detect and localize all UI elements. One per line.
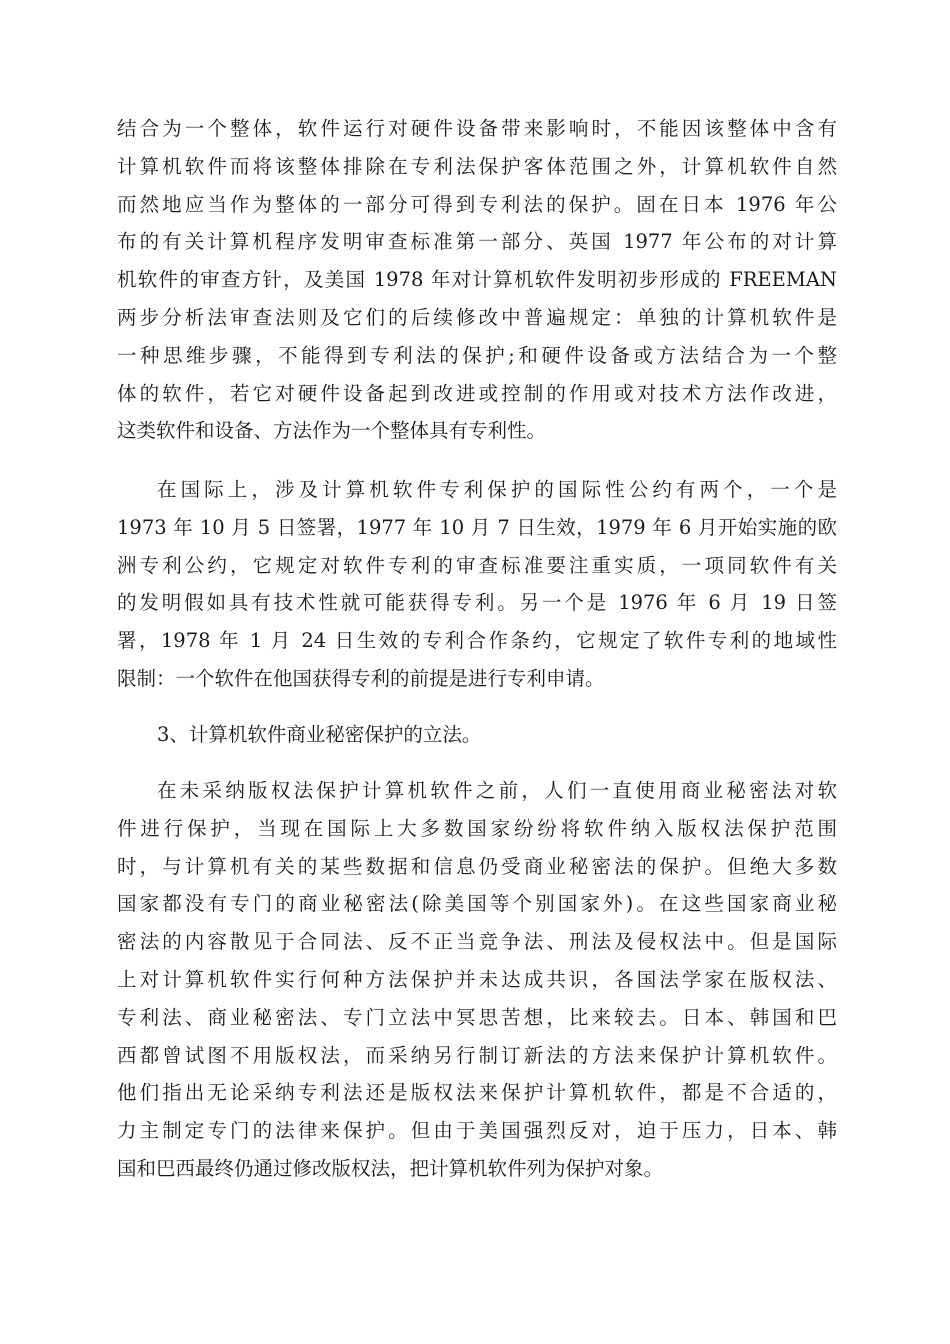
text-line: 国和巴西最终仍通过修改版权法，把计算机软件列为保护对象。 [117, 1156, 664, 1180]
text-line: 布的有关计算机程序发明审查标准第一部分、英国 1977 年公布的对计算 [117, 230, 837, 254]
text-line: 1973 年 10 月 5 日签署，1977 年 10 月 7 日生效，1979 年 6 月开始实施的欧 [117, 515, 837, 539]
text-line: 一种思维步骤，不能得到专利法的保护;和硬件设备或方法结合为一个整 [117, 343, 837, 367]
text-line: 这类软件和设备、方法作为一个整体具有专利性。 [117, 419, 547, 443]
text-line: 两步分析法审查法则及它们的后续修改中普遍规定：单独的计算机软件是 [117, 305, 837, 329]
text-line: 密法的内容散见于合同法、反不正当竞争法、刑法及侵权法中。但是国际 [117, 930, 837, 954]
section-heading [117, 716, 837, 754]
text-line: 西都曾试图不用版权法，而采纳另行制订新法的方法来保护计算机软件。 [117, 1043, 837, 1067]
paragraph-international-conventions [117, 471, 837, 698]
text-line: 结合为一个整体，软件运行对硬件设备带来影响时，不能因该整体中含有 [117, 117, 837, 140]
text-line: 体的软件，若它对硬件设备起到改进或控制的作用或对技术方法作改进， [117, 381, 837, 405]
text-line: 件进行保护，当现在国际上大多数国家纷纷将软件纳入版权法保护范围 [117, 816, 837, 840]
text-line: 力主制定专门的法律来保护。但由于美国强烈反对，迫于压力，日本、韩 [117, 1119, 837, 1143]
text-line: 上对计算机软件实行何种方法保护并未达成共识，各国法学家在版权法、 [117, 967, 837, 991]
text-line: 机软件的审查方针，及美国 1978 年对计算机软件发明初步形成的 FREEMAN [117, 268, 837, 292]
text-line: 计算机软件而将该整体排除在专利法保护客体范围之外，计算机软件自然 [117, 154, 837, 178]
paragraph-trade-secret [117, 772, 837, 1188]
text-line: 而然地应当作为整体的一部分可得到专利法的保护。固在日本 1976 年公 [117, 192, 837, 216]
text-line: 署，1978 年 1 月 24 日生效的专利合作条约，它规定了软件专利的地域性 [117, 629, 837, 653]
text-line: 在国际上，涉及计算机软件专利保护的国际性公约有两个，一个是 [157, 478, 837, 501]
text-line: 时，与计算机有关的某些数据和信息仍受商业秘密法的保护。但绝大多数 [117, 854, 837, 878]
paragraph-patent-standards [117, 110, 837, 450]
text-line: 他们指出无论采纳专利法还是版权法来保护计算机软件，都是不合适的， [117, 1081, 837, 1105]
text-line: 在未采纳版权法保护计算机软件之前，人们一直使用商业秘密法对软 [157, 779, 837, 802]
text-line: 专利法、商业秘密法、专门立法中冥思苦想，比来较去。日本、韩国和巴 [117, 1005, 837, 1029]
text-line: 国家都没有专门的商业秘密法(除美国等个别国家外)。在这些国家商业秘 [117, 892, 837, 916]
text-line: 洲专利公约，它规定对软件专利的审查标准要注重实质，一项同软件有关 [117, 553, 837, 577]
text-line: 限制：一个软件在他国获得专利的前提是进行专利申请。 [117, 666, 605, 690]
text-line: 的发明假如具有技术性就可能获得专利。另一个是 1976 年 6 月 19 日签 [117, 591, 837, 615]
text-line: 3、计算机软件商业秘密保护的立法。 [157, 723, 482, 746]
